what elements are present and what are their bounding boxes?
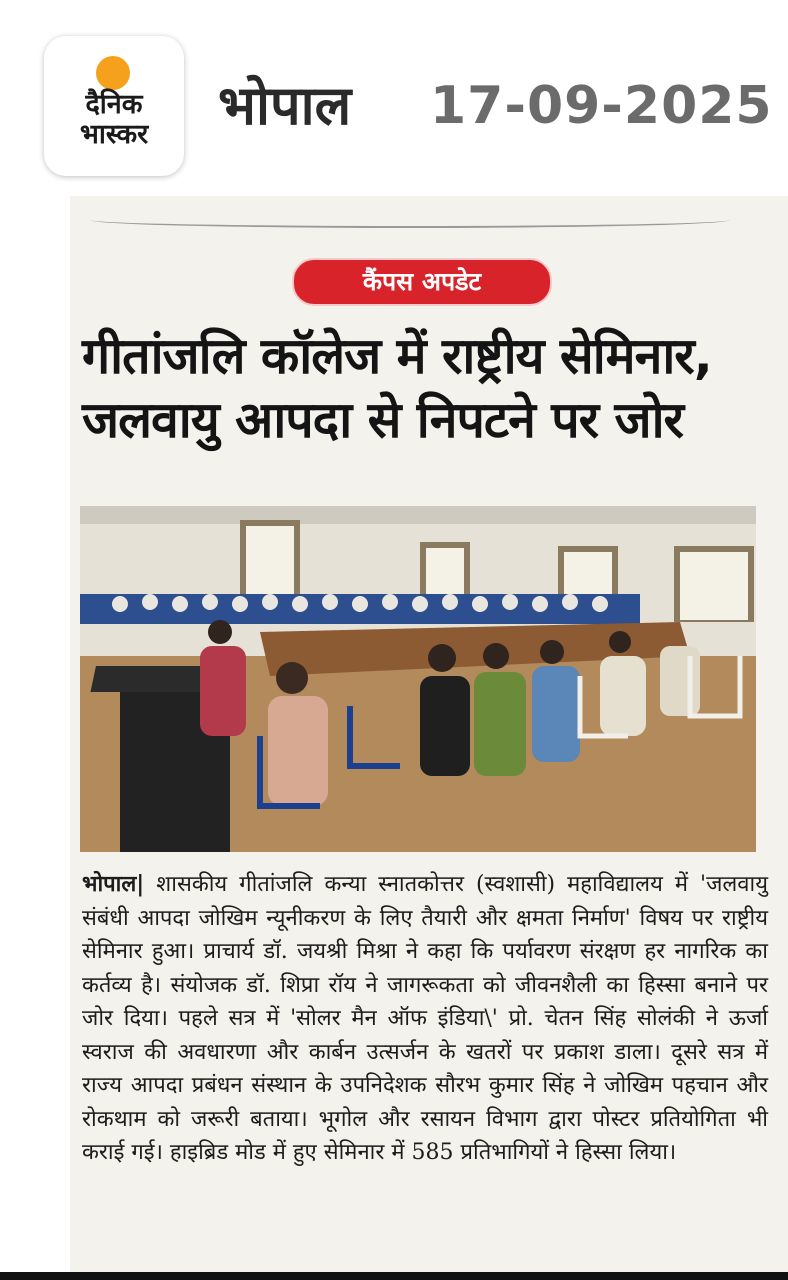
article-body-text: शासकीय गीतांजलि कन्या स्नातकोत्तर (स्वशासी) महाविद्यालय में 'जलवायु संबंधी आपदा जोखिम न्यूनीकरण के लिए तैयारी और क्षमता निर्माण' विषय पर राष्ट्रीय सेमिनार हुआ। प्राचार्य डॉ. जयश्री मिश्रा ने कहा कि पर्यावरण संरक्षण हर नागरिक का कर्तव्य है। संयोजक डॉ. शिप्रा रॉय ने जागरूकता को जीवनशैली का हिस्सा बनाने पर जोर दिया। पहले सत्र में 'सोलर मैन ऑफ इंडिया\' प्रो. चेतन सिंह सोलंकी ने ऊर्जा स्वराज की अवधारणा और कार्बन उत्सर्जन के खतरों पर प्रकाश डाला। दूसरे सत्र में राज्य आपदा प्रबंधन संस्थान के उपनिदेशक सौरभ कुमार सिंह ने जोखिम पहचान और रोकथाम को जरूरी बताया। भूगोल और रसायन विभाग द्वारा पोस्टर प्रतियोगिता भी कराई गई। हाइब्रिड मोड में हुए सेमिनार में 585 प्रतिभागियों ने हिस्सा लिया। [82, 872, 768, 1165]
logo-line-2: भास्कर [79, 119, 149, 150]
headline-line-2: जलवायु आपदा से निपटने पर जोर [82, 391, 683, 449]
seminar-hall-illustration [80, 506, 756, 852]
seminar-photo [80, 506, 756, 852]
article-headline [82, 324, 772, 452]
logo-wordmark [44, 90, 184, 150]
edition-date: 17-09-2025 [430, 76, 773, 136]
clipping-top-divider [90, 212, 730, 228]
newspaper-clipping [70, 196, 788, 1272]
article-dateline: भोपाल| [82, 871, 145, 897]
app-header [0, 0, 788, 180]
bottom-edge-bar [0, 1272, 788, 1280]
edition-city: भोपाल [218, 74, 352, 137]
article-body [82, 868, 768, 1170]
sun-icon [96, 56, 130, 90]
logo-line-1: दैनिक [85, 89, 143, 120]
dainik-bhaskar-logo[interactable] [44, 36, 184, 176]
section-badge: कैंपस अपडेट [292, 258, 552, 306]
headline-line-1: गीतांजलि कॉलेज में राष्ट्रीय सेमिनार, [82, 327, 712, 385]
